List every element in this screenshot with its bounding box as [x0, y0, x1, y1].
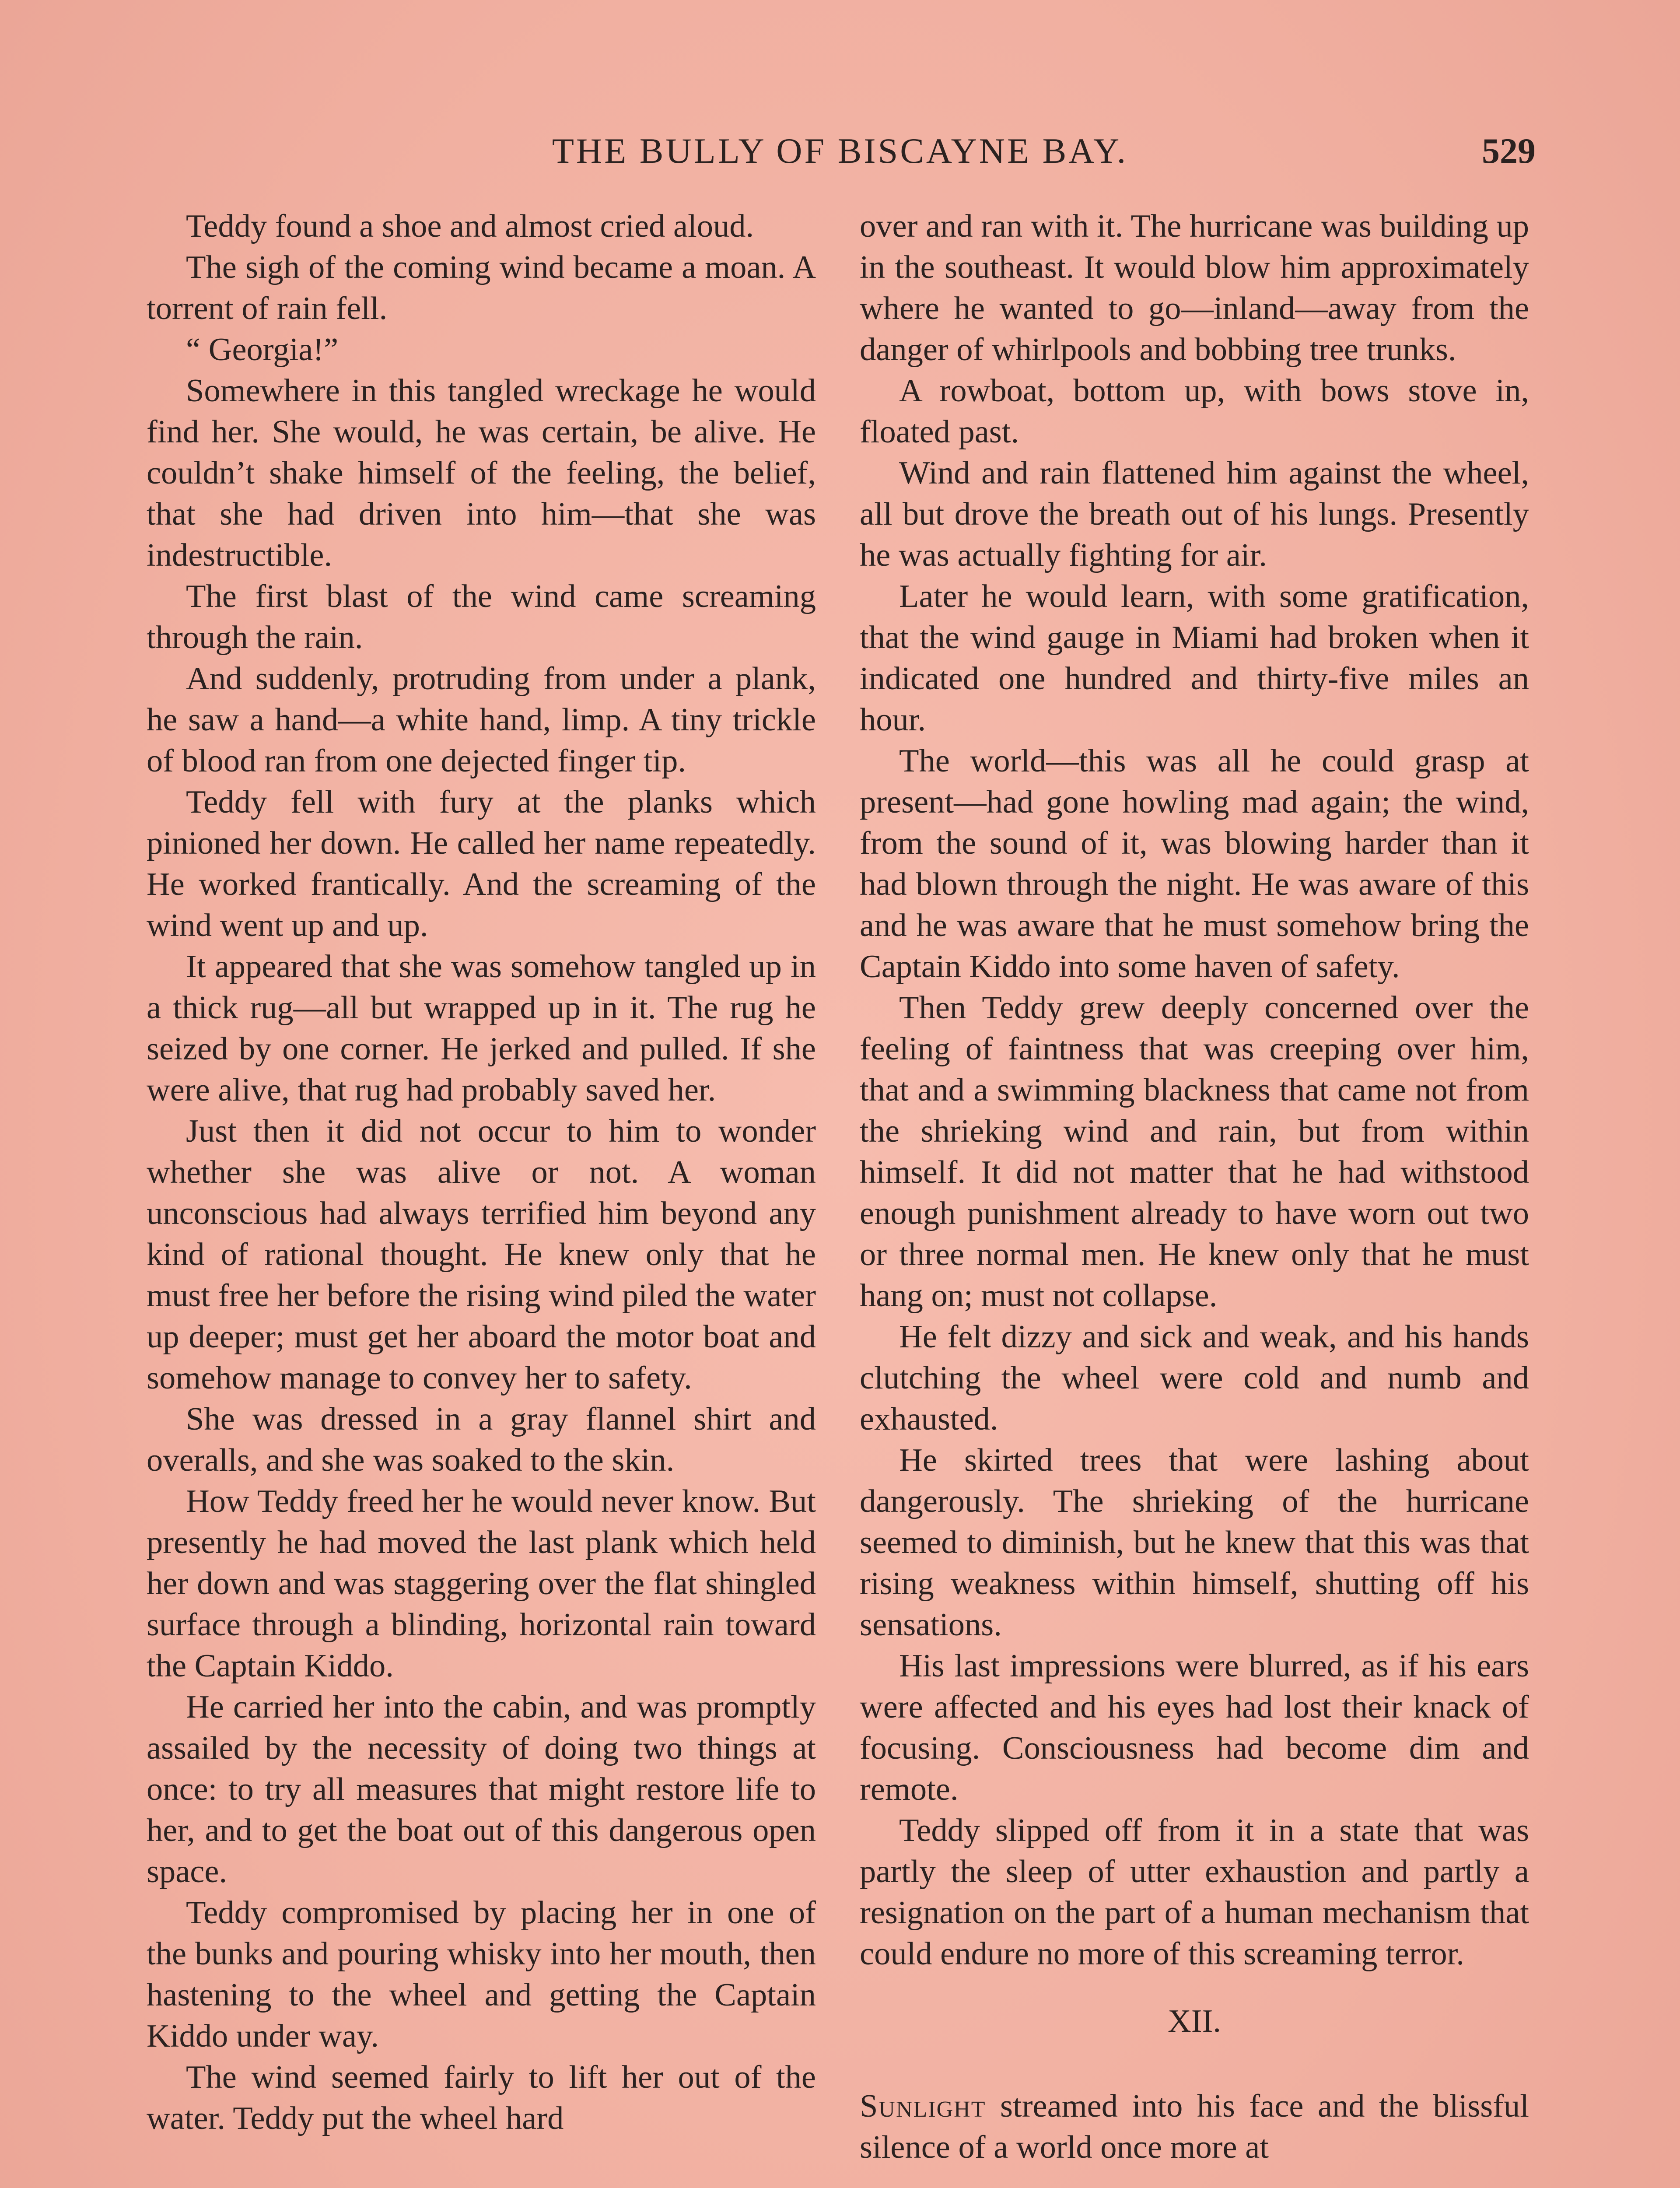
paragraph: He skirted trees that were lashing about dangerously. The shrieking of the hurricane seemed to diminish, but he knew that this was that rising weakness within himself, shutting off his sensations. [860, 1442, 1529, 1643]
paragraph: Teddy found a shoe and almost cried aloud. [186, 208, 754, 244]
paragraph: He felt dizzy and sick and weak, and his hands clutching the wheel were cold and numb and exhausted. [860, 1319, 1529, 1437]
paragraph: Teddy compromised by placing her in one of the bunks and pouring whisky into her mouth, then hastening to the wheel and getting the Captain Kiddo under way. [147, 1895, 816, 2054]
paragraph: The wind seemed fairly to lift her out of the water. Teddy put the wheel hard [147, 2059, 816, 2136]
paragraph: Wind and rain flattened him against the wheel, all but drove the breath out of his lungs. Presently he was actually fighting for air. [860, 455, 1529, 573]
paragraph: How Teddy freed her he would never know. But presently he had moved the last plank which held her down and was staggering over the flat shingled surface through a blinding, horizontal rain toward the Captain Kiddo. [147, 1483, 816, 1684]
paragraph: Teddy fell with fury at the planks which pinioned her down. He called her name repeatedly. He worked frantically. And the screaming of the wind went up and up. [147, 784, 816, 943]
paragraph: Teddy slipped off from it in a state that was partly the sleep of utter exhaustion and partly a resignation on the part of a human mechanism that could endure no more of this screaming terror. [860, 1813, 1529, 1972]
paragraph: He carried her into the cabin, and was promptly assailed by the necessity of doing two things at once: to try all measures that might restore life to her, and to get the boat out of this dangerous open space. [147, 1689, 816, 1890]
paragraph: The sigh of the coming wind became a moan. A torrent of rain fell. [147, 249, 816, 326]
chapter-opening-text: streamed into his face and the blissful silence of a world once more at [860, 2088, 1529, 2165]
paragraph: And suddenly, protruding from under a plank, he saw a hand—a white hand, limp. A tiny trickle of blood ran from one dejected finger tip. [147, 661, 816, 779]
page-number: 529 [1482, 131, 1536, 171]
paragraph: She was dressed in a gray flannel shirt and overalls, and she was soaked to the skin. [147, 1401, 816, 1478]
paragraph: The world—this was all he could grasp at present—had gone howling mad again; the wind, from the sound of it, was blowing harder than it had blown through the night. He was aware of this and he was aware that he must somehow bring the Captain Kiddo into some haven of safety. [860, 743, 1529, 985]
paragraph: Somewhere in this tangled wreckage he would find her. She would, he was certain, be alive. He couldn’t shake himself of the feeling, the belief, that she had driven into him—that she was indestructible. [147, 373, 816, 573]
continued-paragraph: over and ran with it. The hurricane was building up in the southeast. It would blow him approximately where he wanted to go—inland—away from the danger of whirlpools and bobbing tree trunks. [860, 208, 1529, 368]
paragraph: The first blast of the wind came screaming through the rain. [147, 579, 816, 656]
page-header [144, 127, 1536, 175]
chapter-lead-word: Sunlight [860, 2088, 986, 2124]
chapter-opening-paragraph [860, 2086, 1529, 2168]
left-column [147, 206, 816, 2139]
right-column [860, 206, 1529, 2168]
chapter-heading: XII. [1167, 2003, 1222, 2039]
paragraph: “ Georgia!” [186, 332, 339, 368]
paragraph: It appeared that she was somehow tangled up in a thick rug—all but wrapped up in it. The rug he seized by one corner. He jerked and pulled. If she were alive, that rug had probably saved her. [147, 949, 816, 1108]
paragraph: Later he would learn, with some gratification, that the wind gauge in Miami had broken when it indicated one hundred and thirty-five miles an hour. [860, 579, 1529, 738]
paragraph: A rowboat, bottom up, with bows stove in, floated past. [860, 373, 1529, 450]
paragraph: His last impressions were blurred, as if his ears were affected and his eyes had lost their knack of focusing. Consciousness had become dim and remote. [860, 1648, 1529, 1807]
running-head: THE BULLY OF BISCAYNE BAY. [552, 131, 1128, 171]
paragraph: Then Teddy grew deeply concerned over the feeling of faintness that was creeping over him, that and a swimming blackness that came not from the shrieking wind and rain, but from within himself. It did not matter that he had withstood enough punishment already to have worn out two or three normal men. He knew only that he must hang on; must not collapse. [860, 990, 1529, 1314]
paragraph: Just then it did not occur to him to wonder whether she was alive or not. A woman unconscious had always terrified him beyond any kind of rational thought. He knew only that he must free her before the rising wind piled the water up deeper; must get her aboard the motor boat and somehow manage to convey her to safety. [147, 1113, 816, 1396]
